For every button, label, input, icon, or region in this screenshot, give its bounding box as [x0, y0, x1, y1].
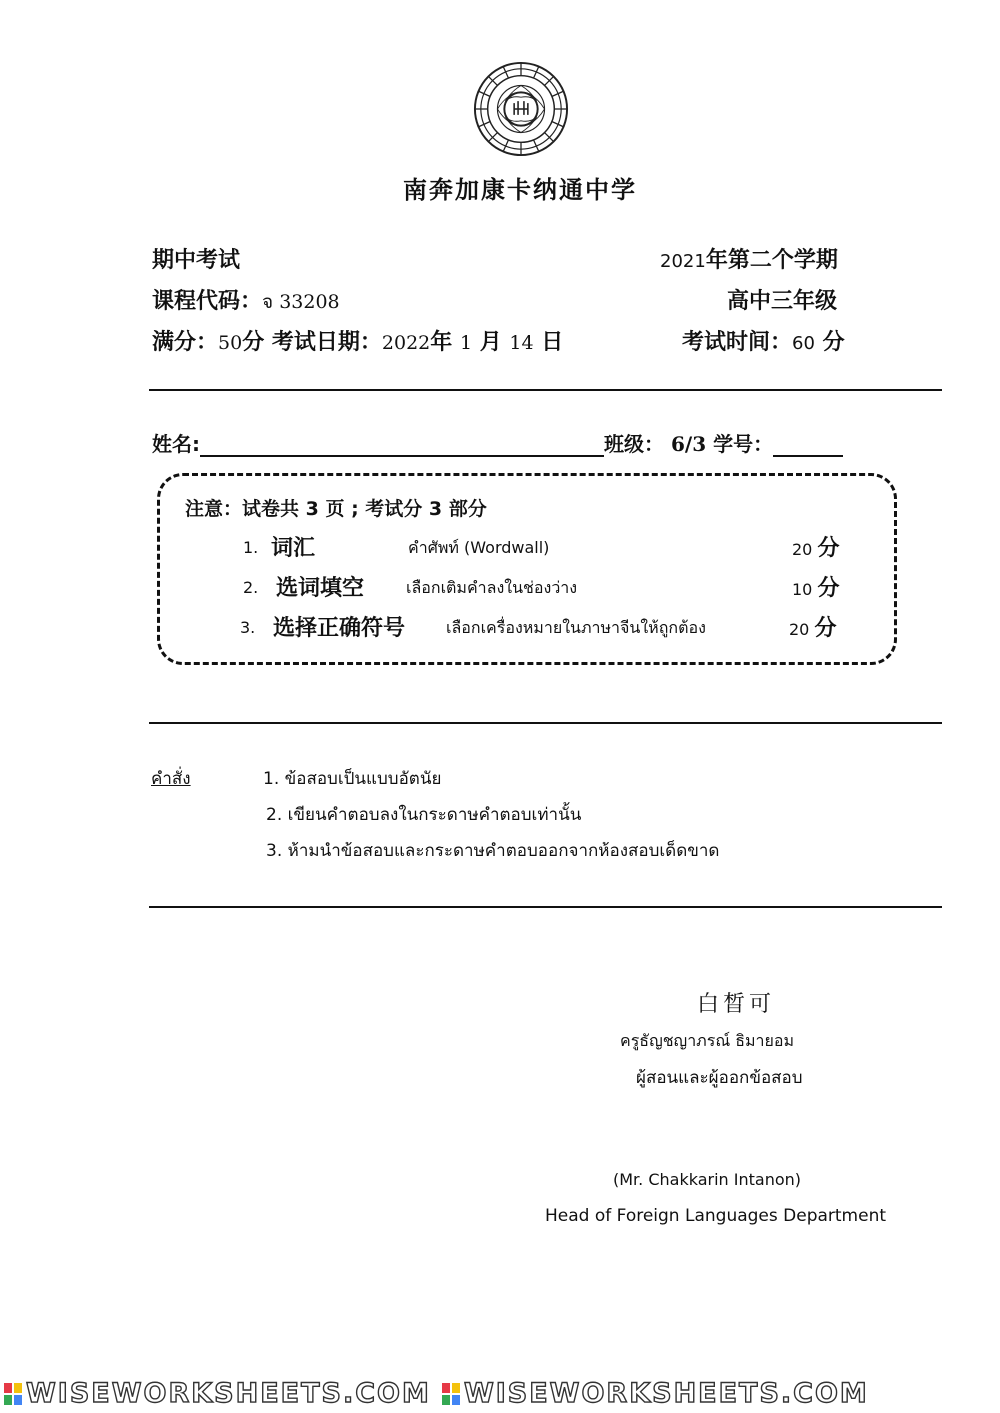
- course-code: [152, 284, 340, 317]
- exam-time-value: 60: [792, 333, 815, 354]
- course-code-label: 课程代码：: [152, 289, 263, 314]
- class-label: 班级：: [604, 432, 664, 456]
- part-3-score: [789, 611, 836, 642]
- part-2-score-unit: 分: [817, 576, 840, 601]
- part-3-score-unit: 分: [814, 616, 837, 641]
- name-blank[interactable]: [200, 433, 604, 457]
- school-name: 南奔加康卡纳通中学: [403, 176, 637, 204]
- teacher-role: ผู้สอนและผู้ออกข้อสอบ: [636, 1068, 803, 1088]
- notice-title: 注意：试卷共 3 页 ; 考试分 3 部分: [185, 498, 487, 520]
- part-3-score-value: 20: [789, 620, 810, 639]
- head-role: Head of Foreign Languages Department: [545, 1206, 887, 1226]
- watermark-logo-icon: [4, 1383, 22, 1405]
- part-2-chinese: 选词填空: [276, 576, 365, 601]
- part-2-thai: เลือกเติมคำลงในช่องว่าง: [406, 578, 578, 597]
- divider-top: [149, 389, 942, 391]
- student-info-row: [152, 428, 843, 457]
- part-2-number: 2.: [243, 578, 259, 597]
- watermark-text-1: WISEWORKSHEETS.COM: [26, 1378, 431, 1409]
- part-2-score-value: 10: [792, 580, 813, 599]
- part-1-thai: คำศัพท์ (Wordwall): [408, 538, 550, 557]
- part-1-score-unit: 分: [817, 536, 840, 561]
- exam-time: [682, 325, 845, 356]
- part-1-score: [792, 531, 839, 562]
- watermark-text-2: WISEWORKSHEETS.COM: [463, 1378, 869, 1409]
- exam-date-month-unit: 月: [479, 330, 502, 355]
- part-3-chinese: 选择正确符号: [273, 616, 406, 641]
- part-1-score-value: 20: [792, 540, 813, 559]
- instruction-item-1: 1. ข้อสอบเป็นแบบอัตนัย: [263, 769, 442, 789]
- head-name: (Mr. Chakkarin Intanon): [613, 1170, 801, 1189]
- exam-date-year-unit: 年: [430, 330, 453, 355]
- exam-date-day: 14: [509, 332, 534, 354]
- semester-label: 年第二个学期: [705, 248, 838, 273]
- number-label: 学号：: [713, 432, 774, 456]
- instruction-item-3: 3. ห้ามนำข้อสอบและกระดาษคำตอบออกจากห้องสอบเด็ดขาด: [266, 841, 720, 861]
- teacher-name: ครูธัญชญาภรณ์ ธิมายอม: [620, 1031, 795, 1050]
- part-2-score: [792, 571, 839, 602]
- exam-date-label: 考试日期：: [271, 330, 382, 355]
- exam-date-month: 1: [459, 332, 473, 354]
- divider-bottom: [149, 906, 942, 908]
- exam-date-day-unit: 日: [541, 330, 564, 355]
- teacher-signature: 白晳可: [697, 992, 776, 1017]
- part-1-number: 1.: [243, 538, 259, 557]
- instruction-item-2: 2. เขียนคำตอบลงในกระดาษคำตอบเท่านั้น: [266, 805, 582, 825]
- exam-time-label: 考试时间：: [682, 330, 793, 355]
- school-seal-logo: [472, 60, 570, 158]
- semester-year: 2021: [660, 251, 706, 272]
- full-score-label: 满分：: [152, 330, 219, 355]
- divider-middle: [149, 722, 942, 724]
- part-1-chinese: 词汇: [271, 536, 316, 561]
- part-3-thai: เลือกเครื่องหมายในภาษาจีนให้ถูกต้อง: [446, 618, 706, 637]
- full-score-value: 50: [218, 332, 243, 354]
- watermark-footer: [0, 1378, 1000, 1413]
- instructions-label: คำสั่ง: [151, 769, 191, 789]
- class-value: 6/3: [670, 432, 707, 456]
- exam-type: 期中考试: [152, 248, 241, 273]
- course-code-value: จ 33208: [262, 291, 340, 313]
- exam-time-unit: 分: [822, 330, 845, 355]
- exam-date-year: 2022: [381, 332, 431, 354]
- semester: [660, 243, 838, 274]
- grade-level: 高中三年级: [727, 289, 838, 314]
- score-and-date: [152, 325, 563, 356]
- part-3-number: 3.: [240, 618, 256, 637]
- name-label: 姓名:: [152, 432, 200, 456]
- full-score-unit: 分: [242, 330, 265, 355]
- watermark-logo-icon: [442, 1383, 460, 1405]
- number-blank[interactable]: [773, 433, 843, 457]
